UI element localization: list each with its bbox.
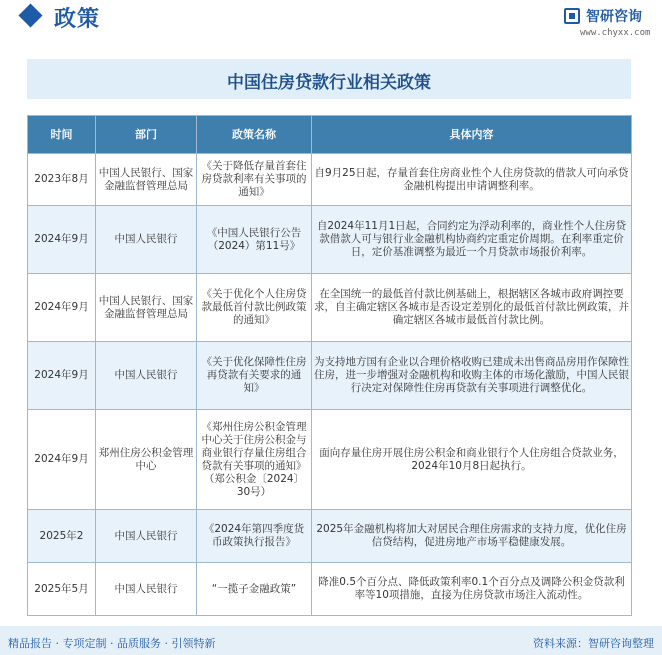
page-footer bbox=[0, 626, 662, 655]
column-header-time: 时间 bbox=[28, 116, 96, 154]
policy-table bbox=[27, 115, 632, 616]
cell-time: 2024年9月 bbox=[28, 342, 96, 410]
cell-dept: 中国人民银行 bbox=[96, 563, 197, 616]
cell-detail: 降准0.5个百分点、降低政策利率0.1个百分点及调降公积金贷款利率等10项措施，直接为住房贷款市场注入流动性。 bbox=[312, 563, 632, 616]
cell-time: 2025年2 bbox=[28, 510, 96, 563]
brand-logo[interactable] bbox=[560, 6, 656, 36]
logo-icon bbox=[564, 8, 580, 24]
cell-policy-name: 《郑州住房公积金管理中心关于住房公积金与商业银行存量住房组合贷款有关事项的通知》（郑公积金〔2024〕30号） bbox=[197, 410, 312, 510]
footer-source: 资料来源：智研咨询整理 bbox=[533, 637, 654, 650]
logo-url: www.chyxx.com bbox=[580, 28, 651, 38]
cell-dept: 中国人民银行 bbox=[96, 206, 197, 274]
table-title-banner bbox=[27, 59, 631, 99]
cell-time: 2024年9月 bbox=[28, 206, 96, 274]
cell-detail: 自2024年11月1日起，合同约定为浮动利率的，商业性个人住房贷款借款人可与银行业金融机构协商约定重定价周期。在利率重定价日，定价基准调整为最近一个月贷款市场报价利率。 bbox=[312, 206, 632, 274]
cell-policy-name: “一揽子金融政策” bbox=[197, 563, 312, 616]
cell-policy-name: 《关于降低存量首套住房贷款利率有关事项的通知》 bbox=[197, 154, 312, 206]
table-row bbox=[28, 510, 632, 563]
page-title: 政策 bbox=[54, 7, 101, 32]
cell-time: 2025年5月 bbox=[28, 563, 96, 616]
cell-detail: 在全国统一的最低首付款比例基础上，根据辖区各城市政府调控要求，自主确定辖区各城市是否设定差别化的最低首付款比例政策，并确定辖区各城市最低首付款比例。 bbox=[312, 274, 632, 342]
column-header-dept: 部门 bbox=[96, 116, 197, 154]
cell-policy-name: 《关于优化保障性住房再贷款有关要求的通知》 bbox=[197, 342, 312, 410]
footer-slogan: 精品报告 · 专项定制 · 品质服务 · 引领特新 bbox=[8, 637, 216, 650]
diamond-icon bbox=[18, 3, 42, 27]
column-header-detail: 具体内容 bbox=[312, 116, 632, 154]
cell-dept: 中国人民银行 bbox=[96, 510, 197, 563]
cell-time: 2024年9月 bbox=[28, 274, 96, 342]
cell-dept: 中国人民银行 bbox=[96, 342, 197, 410]
cell-policy-name: 《中国人民银行公告（2024）第11号》 bbox=[197, 206, 312, 274]
cell-time: 2024年9月 bbox=[28, 410, 96, 510]
column-header-name: 政策名称 bbox=[197, 116, 312, 154]
table-row bbox=[28, 206, 632, 274]
table-row bbox=[28, 342, 632, 410]
table-row bbox=[28, 154, 632, 206]
table-row bbox=[28, 410, 632, 510]
page-header bbox=[0, 0, 662, 40]
cell-detail: 2025年金融机构将加大对居民合理住房需求的支持力度，优化住房信贷结构，促进房地产市场平稳健康发展。 bbox=[312, 510, 632, 563]
cell-time: 2023年8月 bbox=[28, 154, 96, 206]
table-row bbox=[28, 563, 632, 616]
cell-policy-name: 《2024年第四季度货币政策执行报告》 bbox=[197, 510, 312, 563]
logo-name: 智研咨询 bbox=[586, 9, 642, 25]
cell-dept: 郑州住房公积金管理中心 bbox=[96, 410, 197, 510]
table-title: 中国住房贷款行业相关政策 bbox=[227, 73, 431, 93]
cell-detail: 为支持地方国有企业以合理价格收购已建成未出售商品房用作保障性住房，进一步增强对金融机构和收购主体的市场化激励，中国人民银行决定对保障性住房再贷款有关事项进行调整优化。 bbox=[312, 342, 632, 410]
cell-detail: 面向存量住房开展住房公积金和商业银行个人住房组合贷款业务，2024年10月8日起执行。 bbox=[312, 410, 632, 510]
cell-policy-name: 《关于优化个人住房贷款最低首付款比例政策的通知》 bbox=[197, 274, 312, 342]
cell-dept: 中国人民银行、国家金融监督管理总局 bbox=[96, 274, 197, 342]
cell-detail: 自9月25日起，存量首套住房商业性个人住房贷款的借款人可向承贷金融机构提出申请调整利率。 bbox=[312, 154, 632, 206]
table-row bbox=[28, 274, 632, 342]
cell-dept: 中国人民银行、国家金融监督管理总局 bbox=[96, 154, 197, 206]
table-header-row bbox=[28, 116, 632, 154]
